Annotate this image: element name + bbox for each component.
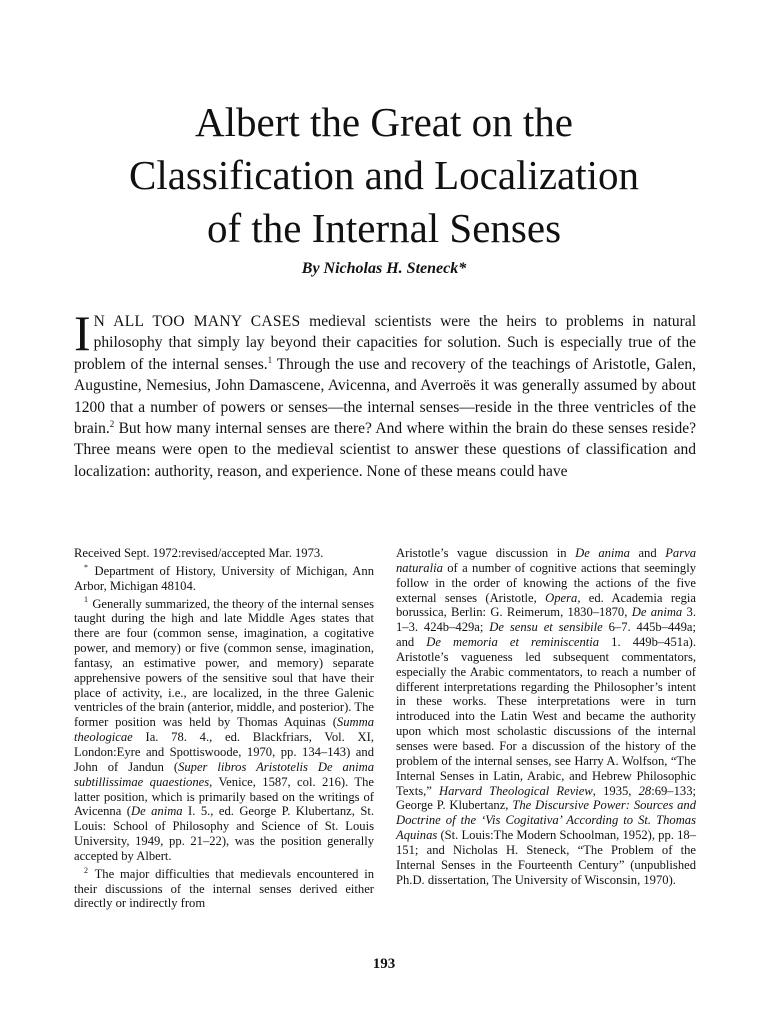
- fn2-text-b: and: [629, 546, 666, 560]
- fn2-text-g: 1. 449b–451a). Aristotle’s vagueness led subsequent commentators, especially the Arabic commentators, to reach a number of different interpretations regarding the Philosopher’s intent in these works. These interpretations were in turn introduced into the Latin West and became the authority upon which most scholastic discussions of the internal senses were based. For a discussion of the history of the problem of the internal senses, see Harry A. Wolfson, “The Internal Senses in Latin, Arabic, and Hebrew Philosophic Texts,”: [396, 635, 696, 798]
- fn2-text-f: 6–7. 445b–449a; and: [396, 620, 696, 650]
- footnote-1-text-a: Generally summarized, the theory of the internal senses taught during the high and late Middle Ages states that there are four (common sense, imagination, a cogitative power, and memory) or five (common sense, imagination, fantasy, an estimative power, and memory) separate apprehensive powers of the sensitive soul that have their place of activity, i.e., are localized, in the three Galenic ventricles of the brain (anterior, middle, and posterior). The former position was held by Thomas Aquinas (: [74, 596, 374, 730]
- footnote-1: [74, 597, 374, 864]
- fn2-text-i: :69–133; George P. Klubertanz,: [396, 783, 696, 813]
- intro-paragraph: [74, 305, 696, 482]
- fn2-title-b: Parva naturalia: [396, 546, 696, 575]
- article-title: [40, 96, 728, 255]
- fn2-title-e: De sensu et sensibile: [489, 620, 603, 635]
- footnote-ref-2[interactable]: 2: [109, 418, 115, 429]
- page-number: 193: [372, 956, 396, 972]
- received-note: Received Sept. 1972:revised/accepted Mar. 1973.: [74, 546, 324, 560]
- fn2-text-j: (St. Louis:The Modern Schoolman, 1952), pp. 18–151; and Nicholas H. Steneck, “The Problem of the Internal Senses in the Fourteenth Century” (unpublished Ph.D. dissertation, The University of Wisconsin, 1970).: [396, 828, 696, 887]
- fn2-text-e: 3. 1–3. 424b–429a;: [396, 605, 696, 635]
- fn2-text-h: , 1935,: [592, 783, 639, 798]
- footnote-1-text-d: I. 5., ed. George P. Klubertanz, St. Louis: School of Philosophy and Science of St. Louis University, 1949, pp. 21–22), was the position generally accepted by Albert.: [74, 804, 374, 863]
- footnote-2-text: The major difficulties that medievals encountered in their discussions of the internal senses derived either directly or indirectly from: [74, 866, 374, 911]
- footnote-1-text-c: , Venice, 1587, col. 216). The latter position, which is primarily based on the writings of Avicenna (: [74, 774, 375, 819]
- intro-text-3: But how many internal senses are there? And where within the brain do these senses reside? Three means were open to the medieval scientist to answer these questions of classification and localization: authority, reason, and experience. None of these means could have: [74, 420, 696, 480]
- footnote-1-title-c: De anima: [130, 804, 183, 819]
- fn2-title-h: The Discursive Power: Sources and Doctrine of the ‘Vis Cogitativa’ According to St. Thomas Aquinas: [396, 798, 696, 843]
- fn2-text-d: , ed. Academia regia borussica, Berlin: G. Reimerum, 1830–1870,: [396, 590, 696, 620]
- title-line-3: of the Internal Senses: [206, 205, 562, 251]
- footnote-2-mark: 2: [84, 865, 88, 875]
- footnote-1-text-b: Ia. 78. 4., ed. Blackfriars, Vol. XI, London:Eyre and Spottiswoode, 1970, pp. 134–143) and John of Jandun (: [74, 730, 374, 774]
- affiliation-mark: *: [84, 562, 88, 572]
- footnote-ref-1[interactable]: 1: [267, 354, 273, 365]
- affiliation-note: [74, 564, 374, 594]
- fn2-text-c: of a number of cognitive actions that seemingly follow in the order of knowing the actions of the five external senses (Aristotle,: [396, 560, 696, 605]
- fn2-title-g: Harvard Theological Review: [439, 783, 593, 798]
- title-line-2: Classification and Localization: [128, 152, 640, 198]
- author-byline: By Nicholas H. Steneck*: [301, 260, 467, 277]
- title-line-1: Albert the Great on the: [195, 99, 573, 145]
- affiliation-text: Department of History, University of Michigan, Ann Arbor, Michigan 48104.: [74, 563, 374, 593]
- fn2-title-c: Opera: [545, 590, 578, 605]
- drop-cap: I: [74, 305, 91, 361]
- fn2-title-f: De memoria et reminiscentia: [426, 635, 600, 650]
- footnotes-right-column: [396, 546, 696, 890]
- intro-text-2: Through the use and recovery of the teachings of Aristotle, Galen, Augustine, Nemesius, John Damascene, Avicenna, and Averroës it was generally assumed by about 1200 that a number of powers or senses—the internal senses—reside in the three ventricles of the brain.: [74, 355, 696, 438]
- footnote-1-title-a: Summa theologicae: [74, 715, 374, 745]
- footnotes-left-column: [74, 546, 374, 914]
- intro-text-1: medieval scientists were the heirs to problems in natural philosophy that simply lay beyond their capacities for solution. Such is especially true of the problem of the internal senses.: [74, 313, 696, 373]
- footnote-1-title-b: Super libros Aristotelis De anima subtillissimae quaestiones: [74, 759, 374, 789]
- fn2-title-d: De anima: [631, 605, 683, 620]
- fn2-volume: 28: [638, 783, 652, 798]
- intro-small-caps: N ALL TOO MANY CASES: [93, 313, 301, 330]
- footnote-2: [74, 867, 374, 912]
- fn2-title-a: De anima: [575, 546, 630, 560]
- footnote-1-mark: 1: [84, 595, 88, 605]
- footnote-2-continued: [396, 546, 696, 887]
- fn2-text-a: Aristotle’s vague discussion in: [396, 546, 576, 560]
